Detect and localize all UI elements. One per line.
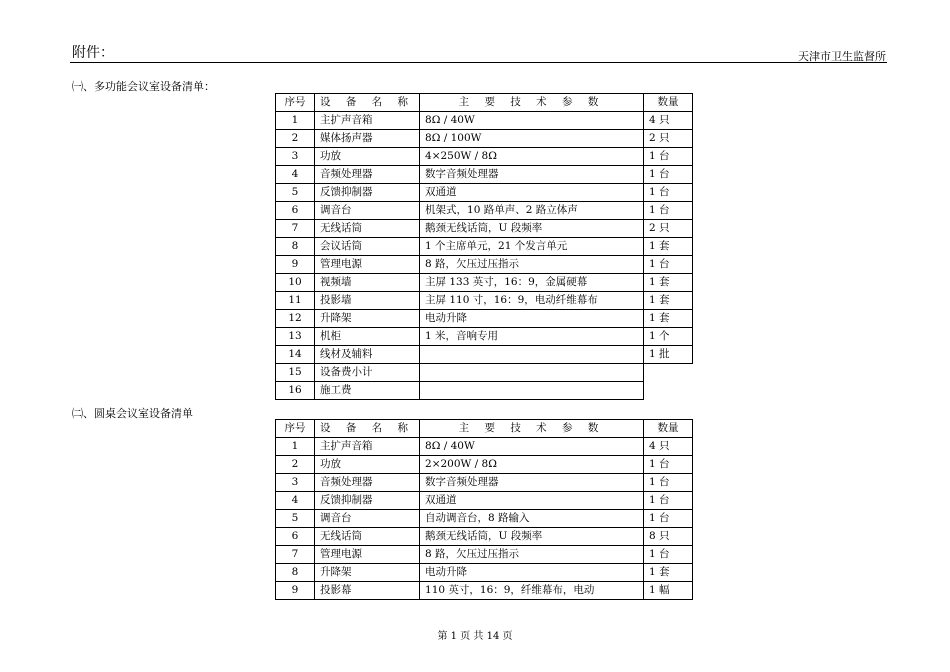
equipment-name: 管理电源 bbox=[315, 546, 420, 564]
row-number: 11 bbox=[276, 292, 315, 310]
equipment-name: 线材及辅料 bbox=[315, 346, 420, 364]
row-number: 6 bbox=[276, 202, 315, 220]
equipment-name: 调音台 bbox=[315, 202, 420, 220]
equipment-name: 音频处理器 bbox=[315, 474, 420, 492]
table-header-row bbox=[276, 94, 693, 112]
quantity: 1 台 bbox=[644, 166, 693, 184]
row-number: 10 bbox=[276, 274, 315, 292]
row-number: 2 bbox=[276, 456, 315, 474]
quantity: 4 只 bbox=[644, 112, 693, 130]
quantity: 1 个 bbox=[644, 328, 693, 346]
technical-spec: 双通道 bbox=[420, 184, 644, 202]
technical-spec: 8Ω / 40W bbox=[420, 112, 644, 130]
row-number: 4 bbox=[276, 492, 315, 510]
equipment-name: 调音台 bbox=[315, 510, 420, 528]
table-row bbox=[276, 382, 693, 400]
table-row bbox=[276, 256, 693, 274]
table-row bbox=[276, 130, 693, 148]
technical-spec: 8Ω / 100W bbox=[420, 130, 644, 148]
quantity: 1 套 bbox=[644, 310, 693, 328]
equipment-name: 管理电源 bbox=[315, 256, 420, 274]
quantity: 1 台 bbox=[644, 546, 693, 564]
technical-spec: 主屏 133 英寸，16：9，金属硬幕 bbox=[420, 274, 644, 292]
table-row bbox=[276, 166, 693, 184]
quantity: 1 台 bbox=[644, 474, 693, 492]
quantity: 1 台 bbox=[644, 456, 693, 474]
quantity: 1 批 bbox=[644, 346, 693, 364]
technical-spec: 4×250W / 8Ω bbox=[420, 148, 644, 166]
equipment-name: 机柜 bbox=[315, 328, 420, 346]
technical-spec: 主屏 110 寸，16：9，电动纤维幕布 bbox=[420, 292, 644, 310]
quantity: 1 套 bbox=[644, 564, 693, 582]
quantity: 1 套 bbox=[644, 274, 693, 292]
equipment-table-2 bbox=[275, 419, 693, 600]
table-row bbox=[276, 274, 693, 292]
row-number: 2 bbox=[276, 130, 315, 148]
quantity: 1 台 bbox=[644, 492, 693, 510]
row-number: 1 bbox=[276, 112, 315, 130]
row-number: 13 bbox=[276, 328, 315, 346]
technical-spec: 8 路，欠压过压指示 bbox=[420, 256, 644, 274]
equipment-name: 媒体扬声器 bbox=[315, 130, 420, 148]
row-number: 6 bbox=[276, 528, 315, 546]
row-number: 9 bbox=[276, 256, 315, 274]
technical-spec: 双通道 bbox=[420, 492, 644, 510]
quantity: 1 台 bbox=[644, 148, 693, 166]
quantity: 1 套 bbox=[644, 238, 693, 256]
header-qty: 数量 bbox=[644, 420, 693, 438]
cost-value-cell bbox=[420, 382, 644, 400]
table-row bbox=[276, 546, 693, 564]
equipment-name: 升降架 bbox=[315, 564, 420, 582]
equipment-name: 视频墙 bbox=[315, 274, 420, 292]
technical-spec: 8Ω / 40W bbox=[420, 438, 644, 456]
table-row bbox=[276, 310, 693, 328]
equipment-name: 升降架 bbox=[315, 310, 420, 328]
technical-spec: 电动升降 bbox=[420, 310, 644, 328]
table-row bbox=[276, 292, 693, 310]
technical-spec: 自动调音台，8 路输入 bbox=[420, 510, 644, 528]
cost-item-name: 设备费小计 bbox=[315, 364, 420, 382]
attachment-label: 附件： bbox=[72, 45, 114, 61]
empty-cell bbox=[644, 382, 693, 400]
quantity: 8 只 bbox=[644, 528, 693, 546]
table-row bbox=[276, 564, 693, 582]
table-row bbox=[276, 474, 693, 492]
table-row bbox=[276, 528, 693, 546]
quantity: 4 只 bbox=[644, 438, 693, 456]
table-row bbox=[276, 346, 693, 364]
cost-value-cell bbox=[420, 364, 644, 382]
quantity: 1 台 bbox=[644, 256, 693, 274]
table-row bbox=[276, 220, 693, 238]
equipment-name: 会议话筒 bbox=[315, 238, 420, 256]
equipment-name: 无线话筒 bbox=[315, 528, 420, 546]
row-number: 16 bbox=[276, 382, 315, 400]
quantity: 1 台 bbox=[644, 184, 693, 202]
technical-spec: 数字音频处理器 bbox=[420, 166, 644, 184]
technical-spec: 机架式，10 路单声、2 路立体声 bbox=[420, 202, 644, 220]
equipment-name: 功放 bbox=[315, 148, 420, 166]
row-number: 8 bbox=[276, 238, 315, 256]
row-number: 7 bbox=[276, 546, 315, 564]
technical-spec: 1 米，音响专用 bbox=[420, 328, 644, 346]
row-number: 3 bbox=[276, 474, 315, 492]
technical-spec: 鹅颈无线话筒，U 段频率 bbox=[420, 528, 644, 546]
row-number: 15 bbox=[276, 364, 315, 382]
header-name: 设 备 名 称 bbox=[315, 94, 420, 112]
equipment-name: 投影墙 bbox=[315, 292, 420, 310]
organization-name: 天津市卫生监督所 bbox=[798, 50, 886, 63]
cost-item-name: 施工费 bbox=[315, 382, 420, 400]
header-name: 设 备 名 称 bbox=[315, 420, 420, 438]
header-qty: 数量 bbox=[644, 94, 693, 112]
technical-spec: 电动升降 bbox=[420, 564, 644, 582]
table-row bbox=[276, 510, 693, 528]
technical-spec: 数字音频处理器 bbox=[420, 474, 644, 492]
page-number: 第 1 页 共 14 页 bbox=[437, 631, 513, 642]
equipment-name: 投影幕 bbox=[315, 582, 420, 600]
equipment-table-1 bbox=[275, 93, 693, 400]
section-2-title: ㈡、圆桌会议室设备清单 bbox=[72, 407, 193, 420]
row-number: 7 bbox=[276, 220, 315, 238]
section-1-title: ㈠、多功能会议室设备清单： bbox=[72, 80, 215, 93]
technical-spec bbox=[420, 346, 644, 364]
technical-spec: 8 路，欠压过压指示 bbox=[420, 546, 644, 564]
empty-cell bbox=[644, 364, 693, 382]
equipment-name: 主扩声音箱 bbox=[315, 112, 420, 130]
table-row bbox=[276, 328, 693, 346]
quantity: 1 台 bbox=[644, 202, 693, 220]
quantity: 2 只 bbox=[644, 220, 693, 238]
row-number: 9 bbox=[276, 582, 315, 600]
row-number: 3 bbox=[276, 148, 315, 166]
header-no: 序号 bbox=[276, 420, 315, 438]
row-number: 4 bbox=[276, 166, 315, 184]
row-number: 14 bbox=[276, 346, 315, 364]
quantity: 1 套 bbox=[644, 292, 693, 310]
table-row bbox=[276, 582, 693, 600]
technical-spec: 2×200W / 8Ω bbox=[420, 456, 644, 474]
table-header-row bbox=[276, 420, 693, 438]
quantity: 1 台 bbox=[644, 510, 693, 528]
table-row bbox=[276, 148, 693, 166]
row-number: 5 bbox=[276, 184, 315, 202]
equipment-name: 无线话筒 bbox=[315, 220, 420, 238]
row-number: 5 bbox=[276, 510, 315, 528]
table-row bbox=[276, 456, 693, 474]
header-spec: 主 要 技 术 参 数 bbox=[420, 94, 644, 112]
header-spec: 主 要 技 术 参 数 bbox=[420, 420, 644, 438]
table-row bbox=[276, 492, 693, 510]
row-number: 12 bbox=[276, 310, 315, 328]
equipment-name: 主扩声音箱 bbox=[315, 438, 420, 456]
technical-spec: 鹅颈无线话筒，U 段频率 bbox=[420, 220, 644, 238]
equipment-name: 反馈抑制器 bbox=[315, 492, 420, 510]
quantity: 1 幅 bbox=[644, 582, 693, 600]
technical-spec: 110 英寸，16：9，纤维幕布，电动 bbox=[420, 582, 644, 600]
row-number: 1 bbox=[276, 438, 315, 456]
header-divider bbox=[70, 62, 887, 63]
header-no: 序号 bbox=[276, 94, 315, 112]
equipment-name: 功放 bbox=[315, 456, 420, 474]
table-row bbox=[276, 112, 693, 130]
equipment-name: 音频处理器 bbox=[315, 166, 420, 184]
quantity: 2 只 bbox=[644, 130, 693, 148]
table-row bbox=[276, 202, 693, 220]
row-number: 8 bbox=[276, 564, 315, 582]
table-row bbox=[276, 438, 693, 456]
table-row bbox=[276, 184, 693, 202]
table-row bbox=[276, 238, 693, 256]
table-row bbox=[276, 364, 693, 382]
equipment-name: 反馈抑制器 bbox=[315, 184, 420, 202]
technical-spec: 1 个主席单元，21 个发言单元 bbox=[420, 238, 644, 256]
